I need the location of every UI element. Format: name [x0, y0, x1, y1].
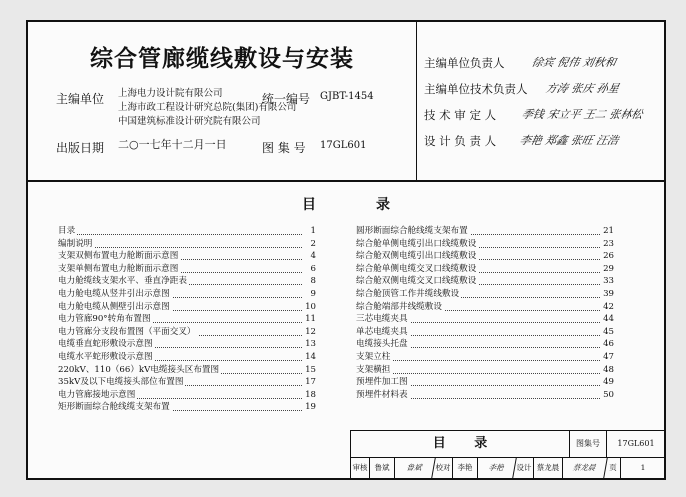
toc-entry-title: 综合舱顶管工作井缆线敷设 [356, 288, 460, 299]
drawing-sheet [26, 20, 666, 480]
chief-unit-2: 上海市政工程设计研究总院(集团)有限公司 [118, 102, 297, 113]
toc-entry-page: 29 [603, 263, 614, 274]
design-label: 设计 [515, 458, 534, 478]
check-signature: 李艳 [476, 458, 517, 478]
toc-entry-page: 33 [603, 276, 614, 287]
role-label-tech-lead: 主编单位技术负责人 [424, 82, 528, 96]
toc-entry-title: 电力舱电缆从竖井引出示意图 [58, 288, 170, 299]
role-label-tech-review: 技 术 审 定 人 [424, 108, 497, 122]
atlas-no-label: 图 集 号 [262, 141, 306, 155]
role-signatures-tech-review: 季钱 宋立平 王二 张林松 [520, 108, 644, 121]
toc-entry-title: 圆形断面综合舱线缆支架布置 [356, 226, 468, 236]
toc-entry-page: 12 [305, 326, 316, 337]
toc-entry-title: 矩形断面综合舱线缆支架布置 [58, 402, 170, 413]
cover-header [28, 22, 664, 182]
toc-entry-title: 电缆水平蛇形敷设示意图 [58, 351, 153, 362]
toc-heading [28, 194, 664, 214]
toc-entry-page: 13 [305, 339, 316, 350]
toc-entry[interactable] [356, 389, 614, 402]
responsibility-panel [418, 22, 664, 180]
toc-entry-page: 14 [305, 351, 316, 362]
toc-entry-title: 综合舱双侧电缆交叉口线缆敷设 [356, 276, 477, 287]
role-signatures-tech-lead: 方涛 张庆 孙星 [544, 82, 621, 95]
toc-entry-page: 6 [304, 263, 316, 276]
toc-entry-title: 综合舱端部井线缆敷设 [356, 301, 442, 312]
toc-entry-title: 预埋件材料表 [356, 389, 408, 400]
toc-entry-title: 35kV及以下电缆接头部位布置图 [58, 377, 184, 388]
title-block-name-char-2: 录 [474, 436, 488, 451]
toc-entry-page: 17 [305, 377, 316, 388]
check-name: 李艳 [453, 458, 478, 478]
toc-entry-page: 44 [603, 314, 614, 325]
toc-entry-page: 18 [305, 389, 316, 400]
chief-unit-3: 中国建筑标准设计研究院有限公司 [118, 116, 261, 127]
toc-entry-title: 综合舱单侧电缆交叉口线缆敷设 [356, 263, 477, 274]
design-name: 蔡龙晨 [534, 458, 563, 478]
role-signatures-chief-unit: 徐宾 倪伟 刘秋和 [530, 56, 618, 69]
toc-entry-page: 23 [603, 238, 614, 249]
role-signatures-design-lead: 李艳 郑鑫 张旺 汪浩 [518, 134, 620, 147]
toc-entry-page: 42 [603, 301, 614, 312]
toc-entry-page: 47 [603, 351, 614, 362]
toc-entry-page: 46 [603, 339, 614, 350]
toc-entry-title: 目录 [58, 226, 76, 236]
atlas-no-value: 17GL601 [320, 140, 367, 151]
toc-entry-page: 10 [305, 301, 316, 312]
title-block-atlas-label: 图集号 [570, 431, 607, 457]
toc-entry-title: 编制说明 [58, 238, 93, 249]
toc-entry-title: 单芯电缆夹具 [356, 326, 408, 337]
toc-entry-page: 11 [305, 314, 316, 325]
toc-entry-title: 综合舱双侧电缆引出口线缆敷设 [356, 251, 477, 262]
toc-entry-title: 综合舱单侧电缆引出口线缆敷设 [356, 238, 477, 249]
toc-entry-title: 电力管廊接地示意图 [58, 389, 136, 400]
role-label-design-lead: 设 计 负 责 人 [424, 134, 497, 148]
toc-entry-page: 26 [603, 251, 614, 262]
toc-heading-char-1: 目 [302, 197, 316, 213]
toc-entry-page: 2 [304, 238, 316, 251]
toc-entry-page: 9 [304, 288, 316, 301]
header-info-panel [28, 22, 417, 180]
pub-date-label: 出版日期 [56, 141, 105, 155]
toc-heading-char-2: 录 [376, 197, 390, 213]
toc-entry-page: 4 [304, 250, 316, 263]
review-label: 审核 [351, 458, 370, 478]
toc-entry-page: 8 [304, 275, 316, 288]
toc-entry-page: 45 [603, 326, 614, 337]
toc-entry-title: 预埋件加工图 [356, 377, 408, 388]
title-block-name-char-1: 目 [432, 436, 446, 451]
design-signature: 蔡龙晨 [561, 458, 608, 478]
toc-entry[interactable] [58, 401, 316, 414]
toc-entry-page: 49 [603, 377, 614, 388]
page-label: 页 [606, 458, 621, 478]
toc-entry-title: 电力舱电缆从侧壁引出示意图 [58, 301, 170, 312]
toc-right-column [356, 225, 614, 401]
toc-entry-title: 电力舱缆线支架水平、垂直净距表 [58, 276, 187, 287]
toc-entry-page: 15 [305, 364, 316, 375]
page-value: 1 [640, 463, 646, 472]
chief-unit-label: 主编单位 [56, 92, 105, 106]
toc-entry-title: 支架单侧布置电力舱断面示意图 [58, 263, 179, 274]
toc-entry-title: 电力管廊分支段布置图（平面交叉） [58, 326, 196, 337]
toc-entry-title: 电力管廊90°转角布置图 [58, 314, 151, 325]
atlas-title: 综合管廊缆线敷设与安装 [90, 46, 354, 72]
chief-unit-1: 上海电力设计院有限公司 [118, 88, 223, 99]
toc-entry-title: 电缆垂直蛇形敷设示意图 [58, 339, 153, 350]
dot-leader [58, 235, 302, 248]
title-block [350, 430, 665, 479]
unified-no-value: GJBT-1454 [320, 91, 374, 102]
title-block-atlas-value: 17GL601 [617, 439, 655, 448]
toc-left-column [58, 225, 316, 414]
role-label-chief-unit: 主编单位负责人 [424, 56, 505, 70]
review-signature: 鲁斌 [393, 458, 436, 478]
check-label: 校对 [434, 458, 453, 478]
unified-no-label: 统一编号 [262, 92, 311, 106]
toc-entry-page: 19 [305, 402, 316, 413]
toc-entry-title: 220kV、110（66）kV电缆接头区布置图 [58, 364, 220, 375]
toc-entry-page: 39 [603, 288, 614, 299]
toc-entry-page: 48 [603, 364, 614, 375]
review-name: 鲁斌 [370, 458, 395, 478]
dot-leader [356, 361, 600, 374]
toc-entry-title: 电缆接头托盘 [356, 339, 408, 350]
pub-date-value: 二○一七年十二月一日 [118, 138, 227, 151]
toc-entry-title: 支架横担 [356, 364, 391, 375]
toc-entry-page: 50 [603, 389, 614, 400]
toc-entry-page: 21 [603, 226, 614, 236]
dot-leader [58, 222, 302, 235]
toc-entry-page: 1 [304, 225, 316, 238]
toc-entry-title: 三芯电缆夹具 [356, 314, 408, 325]
title-block-name [351, 431, 570, 457]
toc-entry-title: 支架双侧布置电力舱断面示意图 [58, 251, 179, 262]
toc-entry-title: 支架立柱 [356, 351, 391, 362]
